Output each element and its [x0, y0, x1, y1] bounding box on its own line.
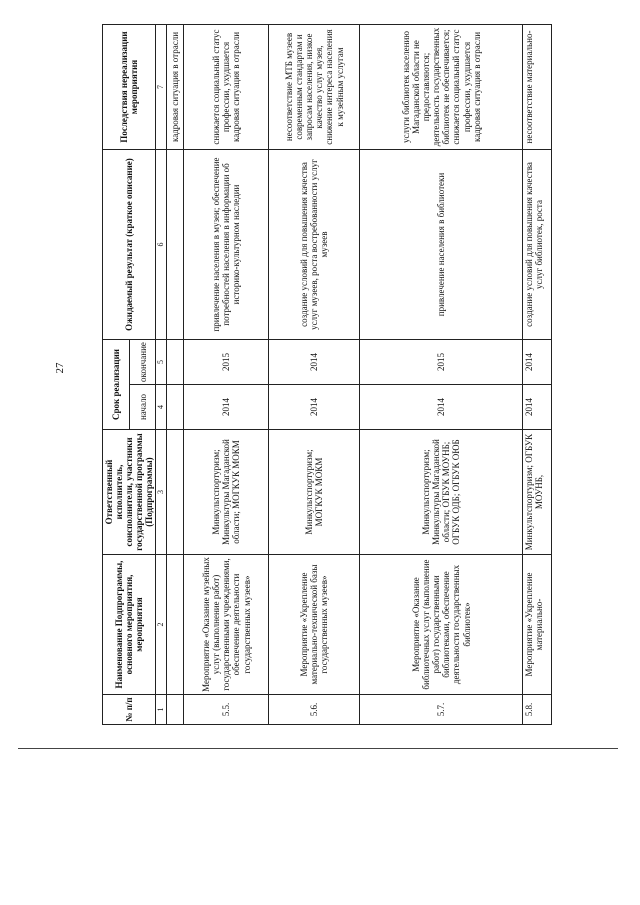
- header-consequence: Последствия нереализации мероприятия: [103, 25, 156, 150]
- row-start: 2014: [184, 385, 269, 430]
- col-number: 3: [156, 430, 167, 555]
- table-row: [269, 25, 360, 725]
- table-row: [523, 25, 552, 725]
- row-result: привлечение населения в библиотеки: [360, 150, 523, 340]
- header-start: начало: [129, 385, 156, 430]
- page-number: 27: [54, 362, 66, 374]
- row-name: Мероприятие «Укрепление материально-технической базы государственных музеев»: [269, 555, 360, 695]
- col-number: 4: [156, 385, 167, 430]
- row-executor: Минкультспортуризм; МОГКУК МОКМ: [269, 430, 360, 555]
- table-row: [360, 25, 523, 725]
- column-number-row: [156, 25, 167, 725]
- row-executor: Минкультспортуризм; Минкультуры Магаданской области; ОГБУК МОУНБ; ОГБУК ОДБ; ОГБУК ОЮБ: [360, 430, 523, 555]
- horizontal-divider: [18, 748, 618, 749]
- events-table: [102, 24, 552, 725]
- row-start: 2014: [269, 385, 360, 430]
- continuation-row: [167, 25, 184, 725]
- row-name: Мероприятие «Укрепление материально-: [523, 555, 552, 695]
- col-number: 2: [156, 555, 167, 695]
- row-consequence: несоответствие материально-: [523, 25, 552, 150]
- row-result: привлечение населения в музеи; обеспечение потребностей населения в информации об историко-культурном наследии: [184, 150, 269, 340]
- row-consequence: снижается социальный статус профессии, ухудшается кадровая ситуация в отрасли: [184, 25, 269, 150]
- row-consequence: несоответствие МТБ музеев современным стандартам и запросам населения, низкое качество услуг музея, снижение интереса населения к музейным услугам: [269, 25, 360, 150]
- row-result: создание условий для повышения качества услуг музеев, роста востребованности услуг музеев: [269, 150, 360, 340]
- col-number: 1: [156, 695, 167, 725]
- row-consequence: услуги библиотек населению Магаданской области не предоставляются; деятельность государственных библиотек не обеспечивается; снижается социальный статус профессии, ухудшается кадровая ситуация в отрасли: [360, 25, 523, 150]
- row-executor: Минкультспортуризм; ОГБУК МОУНБ,: [523, 430, 552, 555]
- row-num: 5.6.: [269, 695, 360, 725]
- row-end: 2014: [269, 340, 360, 385]
- table-row: [184, 25, 269, 725]
- col-number: 7: [156, 25, 167, 150]
- header-executor: Ответственный исполнитель, соисполнители, участники государственной программы (Подпрограммы): [103, 430, 156, 555]
- header-row: [103, 25, 130, 725]
- row-result: создание условий для повышения качества услуг библиотек, роста: [523, 150, 552, 340]
- header-result: Ожидаемый результат (краткое описание): [103, 150, 156, 340]
- rotated-table-wrapper: [102, 25, 545, 725]
- row-end: 2015: [360, 340, 523, 385]
- row-num: 5.7.: [360, 695, 523, 725]
- header-end: окончание: [129, 340, 156, 385]
- col-number: 5: [156, 340, 167, 385]
- row-start: 2014: [360, 385, 523, 430]
- row-start: 2014: [523, 385, 552, 430]
- row-name: Мероприятие «Оказание библиотечных услуг (выполнение работ) государственными библиотеками, обеспечение деятельности государственных библиотек»: [360, 555, 523, 695]
- row-end: 2015: [184, 340, 269, 385]
- row-executor: Минкультспортуризм; Минкультуры Магаданской области; МОГКУК МОКМ: [184, 430, 269, 555]
- header-period: Срок реализации: [103, 340, 130, 430]
- header-name: Наименование Подпрограммы, основного мероприятия, мероприятия: [103, 555, 156, 695]
- row-num: 5.5.: [184, 695, 269, 725]
- row-end: 2014: [523, 340, 552, 385]
- col-number: 6: [156, 150, 167, 340]
- header-num: № п/п: [103, 695, 156, 725]
- row-num: 5.8.: [523, 695, 552, 725]
- continuation-text: кадровая ситуация в отрасли: [167, 25, 184, 150]
- row-name: Мероприятие «Оказание музейных услуг (выполнение работ) государственными учреждениями, обеспечение деятельности государственных музеев»: [184, 555, 269, 695]
